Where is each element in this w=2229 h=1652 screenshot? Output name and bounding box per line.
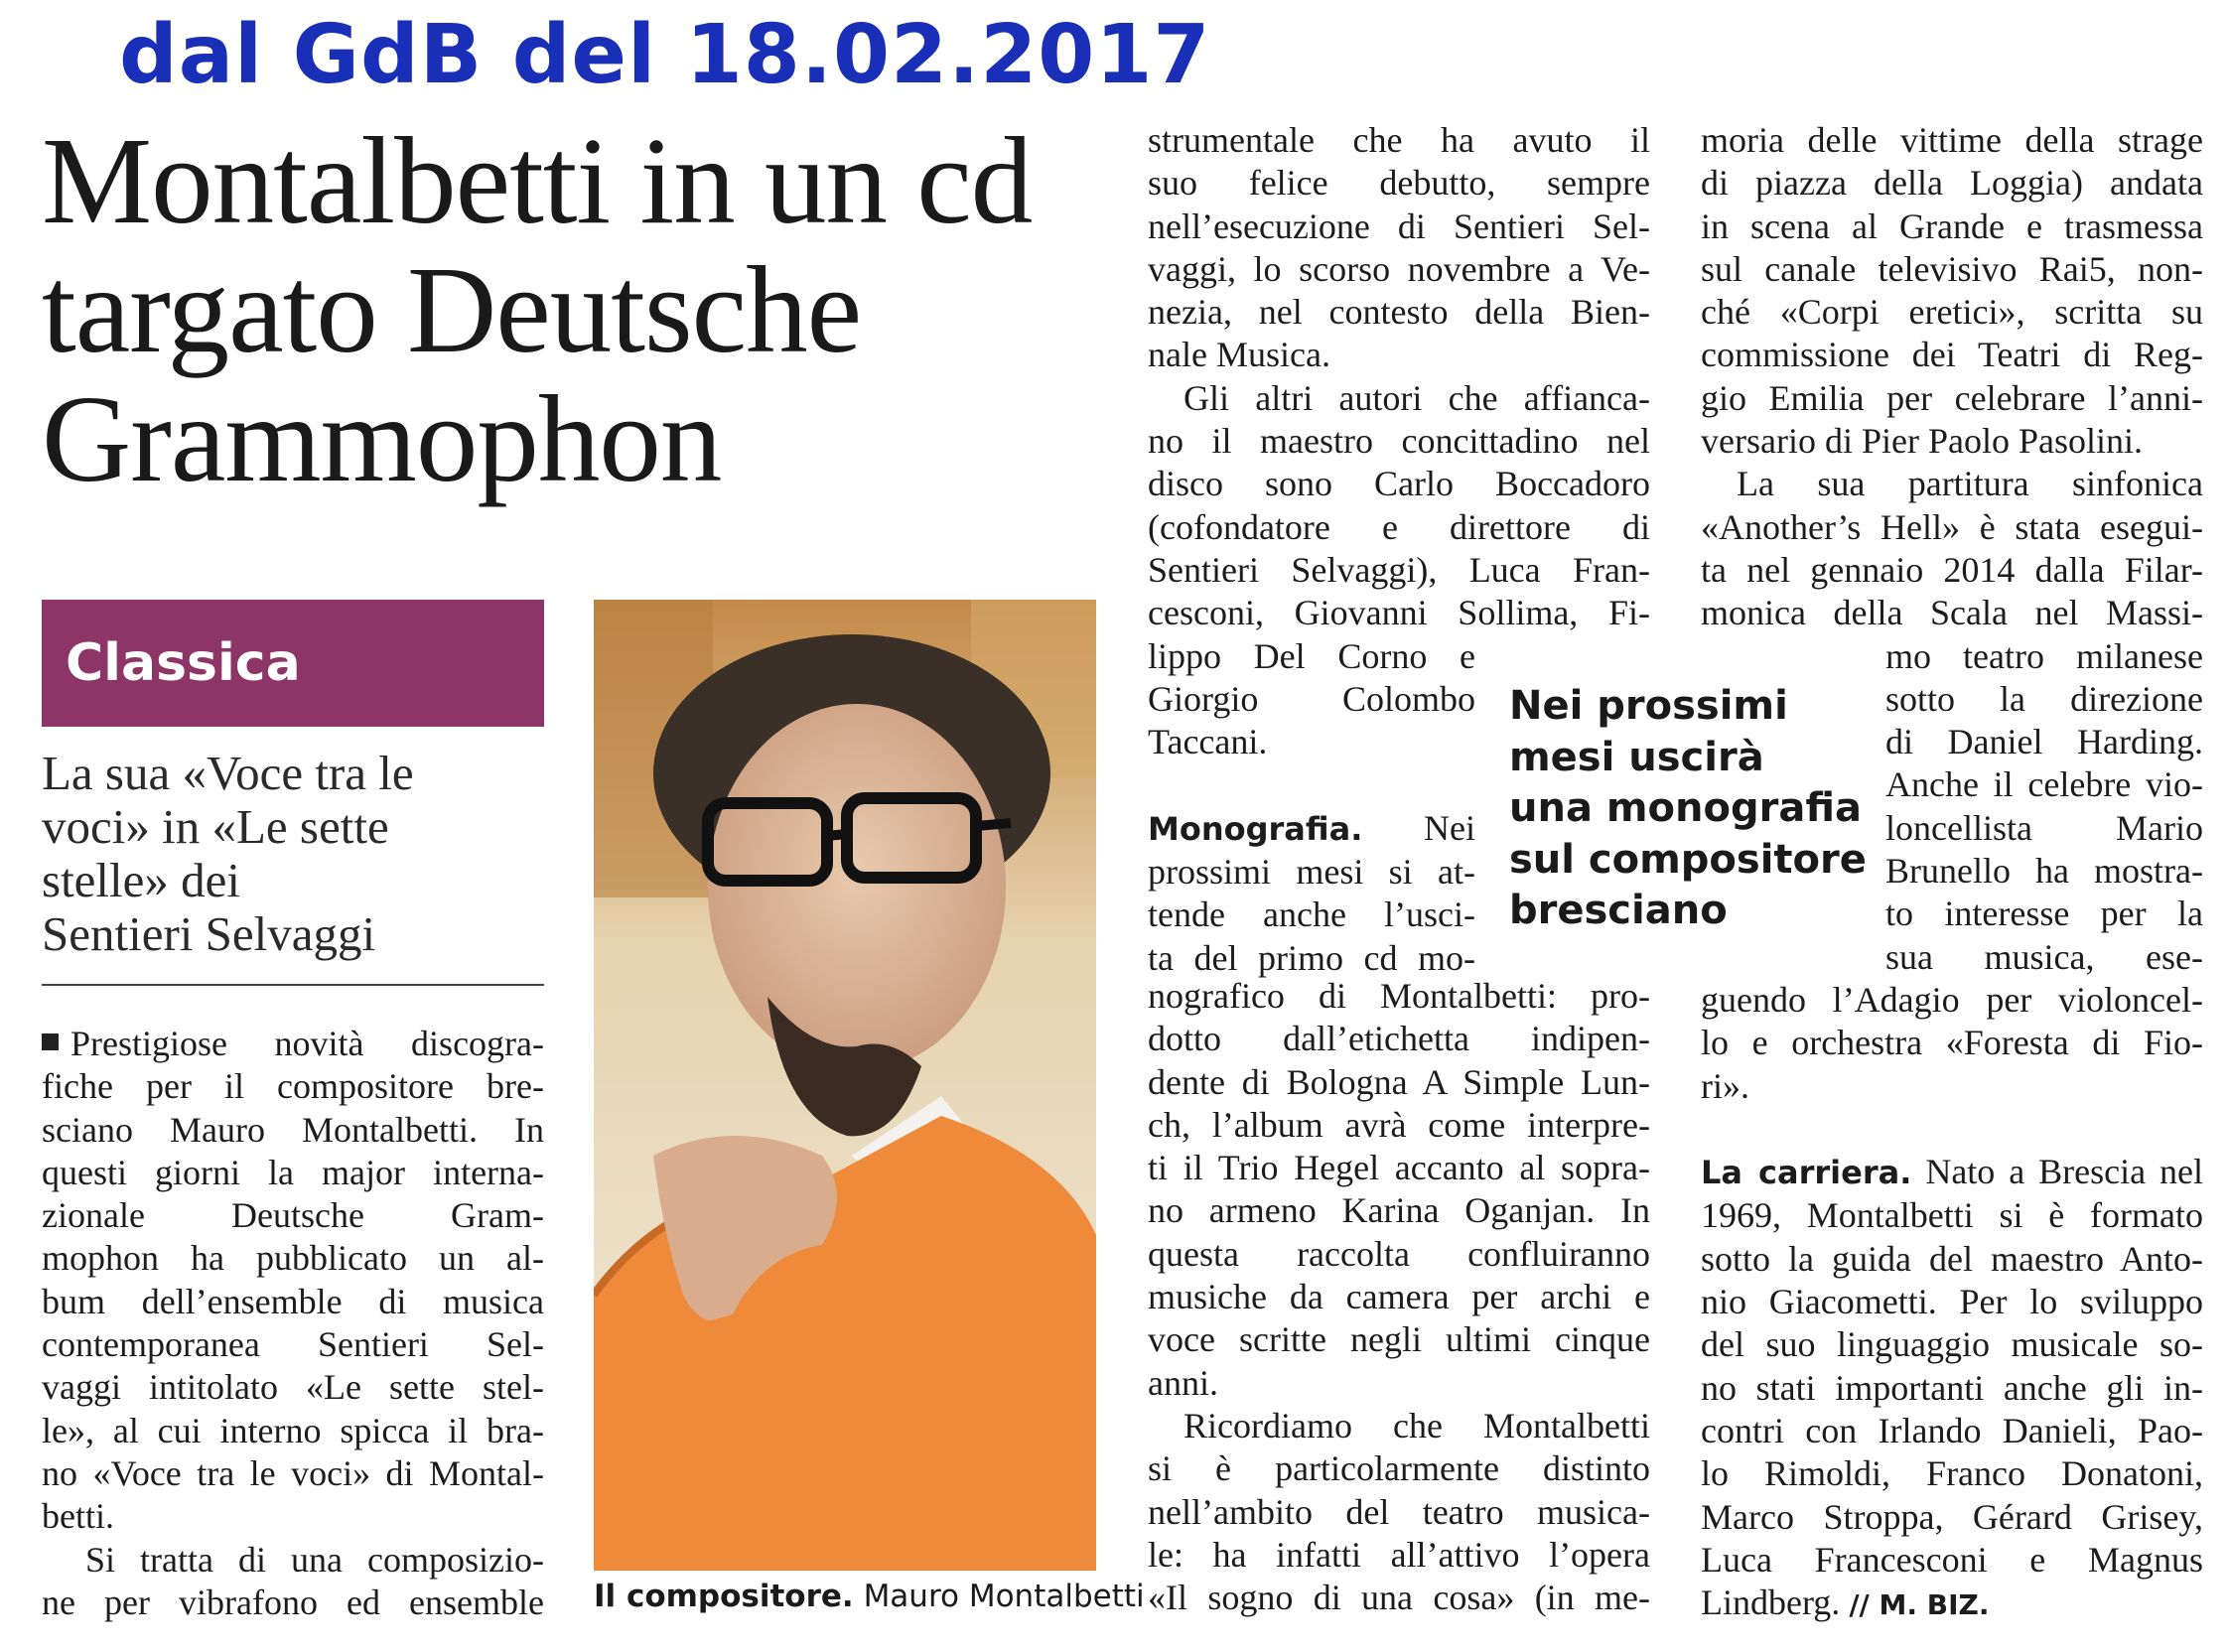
pull-quote-line: Nei prossimi <box>1509 683 1788 729</box>
caption-label: Il compositore. <box>594 1579 854 1614</box>
text-line: contri con Irlando Danieli, Pao- <box>1701 1410 2203 1450</box>
text-line: Luca Francesconi e Magnus <box>1701 1539 2203 1580</box>
headline-line: Montalbetti in un cd <box>42 113 1033 250</box>
text-line: gio Emilia per celebrare l’anni- <box>1701 377 2203 418</box>
text-line: ne per vibrafono ed ensemble <box>42 1582 544 1622</box>
text-line: «Another’s Hell» è stata esegui- <box>1701 506 2203 547</box>
text-line: monica della Scala nel Massi- <box>1701 593 2203 633</box>
text-line: 1969, Montalbetti si è formato <box>1701 1195 2203 1236</box>
text-line: lo e orchestra «Foresta di Fio- <box>1701 1023 2203 1063</box>
text-line: sciano Mauro Montalbetti. In <box>42 1109 544 1150</box>
text-line: nale Musica. <box>1148 335 1330 375</box>
text-line: strumentale che ha avuto il <box>1148 120 1650 160</box>
text-line: guendo l’Adagio per violoncel- <box>1701 979 2203 1020</box>
text-line: mophon ha pubblicato un al- <box>42 1238 544 1279</box>
text-line: «Il sogno di una cosa» (in me- <box>1148 1578 1650 1618</box>
composer-photo <box>594 600 1096 1571</box>
subheadline <box>42 747 544 961</box>
text-line: zionale Deutsche Gram- <box>42 1195 544 1236</box>
text-line: del suo linguaggio musicale so- <box>1701 1324 2203 1365</box>
text-line: tende anche l’usci- <box>1148 895 1475 935</box>
pull-quote-line: mesi uscirà <box>1509 734 1764 780</box>
text-line: fiche per il compositore bre- <box>42 1066 544 1107</box>
text-line: nell’esecuzione di Sentieri Sel- <box>1148 206 1650 246</box>
text-line: Brunello ha mostra- <box>1885 851 2203 892</box>
text-line: La sua partitura sinfonica <box>1737 464 2203 504</box>
headline-line: Grammophon <box>42 371 722 508</box>
text-line: nell’ambito del teatro musica- <box>1148 1491 1650 1532</box>
pull-quote-line: bresciano <box>1509 888 1728 933</box>
text-line: contemporanea Sentieri Sel- <box>42 1324 544 1365</box>
photo-caption <box>594 1579 1145 1614</box>
text-line: voce scritte negli ultimi cinque <box>1148 1319 1650 1360</box>
text-line: Prestigiose novità discogra- <box>42 1023 544 1065</box>
blank-line <box>1701 1108 2203 1151</box>
subheadline-line: La sua «Voce tra le <box>42 746 414 800</box>
text-line: vaggi intitolato «Le sette stel- <box>42 1367 544 1408</box>
text-line: si è particolarmente distinto <box>1148 1448 1650 1489</box>
text-line: vaggi, lo scorso novembre a Ve- <box>1148 248 1650 289</box>
text-line: disco sono Carlo Boccadoro <box>1148 464 1650 504</box>
text-line: Sentieri Selvaggi), Luca Fran- <box>1148 549 1650 590</box>
section-label: Classica <box>42 600 544 727</box>
text-line: sul canale televisivo Rai5, non- <box>1701 248 2203 289</box>
text-line: Lindberg. // M. BIZ. <box>1701 1583 1990 1623</box>
author-signature: // M. BIZ. <box>1849 1588 1990 1622</box>
article-column-3 <box>1701 119 2203 1626</box>
text-line: ché «Corpi eretici», scritta su <box>1701 292 2203 333</box>
text-line: dotto dall’etichetta indipen- <box>1148 1019 1650 1059</box>
text-line: suo felice debutto, sempre <box>1148 163 1650 204</box>
text-line: Giorgio Colombo <box>1148 678 1475 719</box>
text-line: ti il Trio Hegel accanto al sopra- <box>1148 1148 1650 1188</box>
text-line: lo Rimoldi, Franco Donatoni, <box>1701 1453 2203 1494</box>
text-line: di piazza della Loggia) andata <box>1701 163 2203 204</box>
text-line: Taccani. <box>1148 722 1268 762</box>
bullet-square-icon <box>42 1033 59 1050</box>
text-line: nografico di Montalbetti: pro- <box>1148 976 1650 1016</box>
text-line: sotto la guida del maestro Anto- <box>1701 1238 2203 1279</box>
text-line: ri». <box>1701 1065 1749 1106</box>
text-line: no armeno Karina Oganjan. In <box>1148 1190 1650 1231</box>
text-line: Monografia. Nei <box>1148 807 1475 848</box>
text-line: moria delle vittime della strage <box>1701 120 2203 160</box>
text-line: no «Voce tra le voci» di Montal- <box>42 1452 544 1493</box>
text-line: prossimi mesi si at- <box>1148 852 1475 893</box>
text-line: ta del primo cd mo- <box>1148 937 1475 978</box>
text-line: Anche il celebre vio- <box>1885 764 2203 805</box>
source-banner: dal GdB del 18.02.2017 <box>119 8 1211 102</box>
text-line: commissione dei Teatri di Reg- <box>1701 335 2203 375</box>
text-line: musiche da camera per archi e <box>1148 1277 1650 1317</box>
subheadline-line: Sentieri Selvaggi <box>42 906 376 961</box>
text-line: sua musica, ese- <box>1885 936 2203 977</box>
text-line: Marco Stroppa, Gérard Grisey, <box>1701 1496 2203 1537</box>
text-line: questi giorni la major interna- <box>42 1152 544 1192</box>
text-line: Gli altri autori che affianca- <box>1184 377 1650 418</box>
text-line: in scena al Grande e trasmessa <box>1701 206 2203 246</box>
pull-quote-line: sul compositore <box>1509 836 1867 883</box>
text-line: mo teatro milanese <box>1885 635 2203 676</box>
text-line: to interesse per la <box>1885 894 2203 934</box>
subheadline-line: stelle» dei <box>42 853 241 907</box>
article-column-2-continued <box>1148 975 1650 1619</box>
text-line: nezia, nel contesto della Bien- <box>1148 292 1650 333</box>
text-line: versario di Pier Paolo Pasolini. <box>1701 421 2143 462</box>
text-line: ch, l’album avrà come interpre- <box>1148 1104 1650 1145</box>
text-line: sotto la direzione <box>1885 678 2203 719</box>
article-column-1 <box>42 1023 544 1624</box>
headline-line: targato Deutsche <box>42 242 862 379</box>
text-line: no stati importanti anche gli in- <box>1701 1367 2203 1408</box>
text-line: le: ha infatti all’attivo l’opera <box>1148 1534 1650 1575</box>
pull-quote-line: una monografia <box>1509 785 1862 831</box>
caption-text: Mauro Montalbetti <box>863 1579 1145 1614</box>
text-line: bum dell’ensemble di musica <box>42 1281 544 1321</box>
subhead-la-carriera: La carriera. <box>1701 1154 1912 1192</box>
subheadline-line: voci» in «Le sette <box>42 799 389 854</box>
text-line: le», al cui interno spicca il bra- <box>42 1410 544 1450</box>
divider <box>42 984 544 986</box>
text-line: anni. <box>1148 1362 1218 1403</box>
text-line: questa raccolta confluiranno <box>1148 1233 1650 1274</box>
text-line: Ricordiamo che Montalbetti <box>1184 1405 1650 1446</box>
text-line: cesconi, Giovanni Sollima, Fi- <box>1148 593 1650 633</box>
text-line: lippo Del Corno e <box>1148 635 1475 676</box>
text-line: dente di Bologna A Simple Lun- <box>1148 1061 1650 1102</box>
text-line: La carriera. Nato a Brescia nel <box>1701 1152 2204 1192</box>
article-headline <box>42 113 1114 508</box>
text-line: no il maestro concittadino nel <box>1148 421 1650 462</box>
text-line: (cofondatore e direttore di <box>1148 506 1650 547</box>
text-line: betti. <box>42 1496 114 1537</box>
text-line: loncellista Mario <box>1885 807 2203 848</box>
text-line: di Daniel Harding. <box>1885 722 2203 762</box>
text-line: Si tratta di una composizio- <box>85 1539 544 1580</box>
subhead-monografia: Monografia. <box>1148 809 1363 848</box>
text-line: nio Giacometti. Per lo sviluppo <box>1701 1282 2203 1322</box>
text-line: ta nel gennaio 2014 dalla Filar- <box>1701 549 2203 590</box>
